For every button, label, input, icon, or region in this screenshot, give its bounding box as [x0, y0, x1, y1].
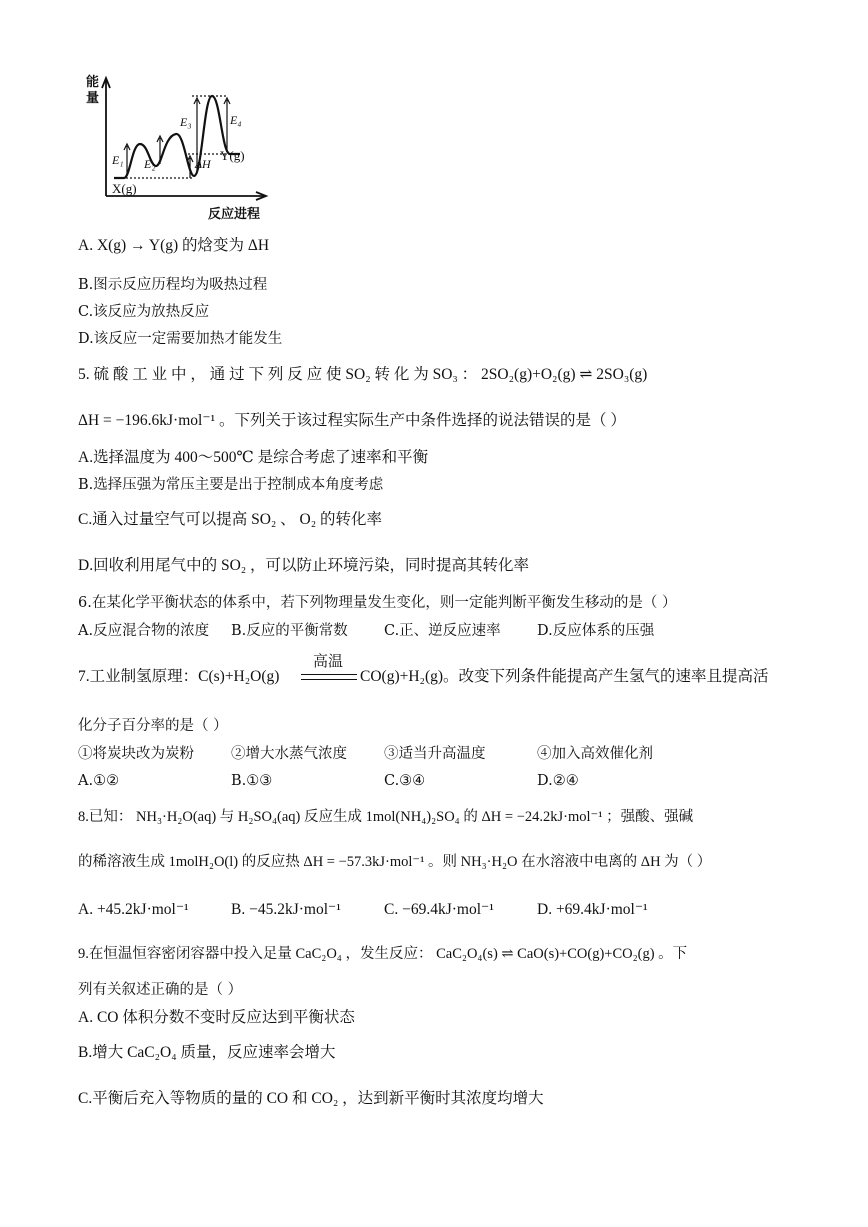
- q9-option-b: B.增大 CaC₂O₄ 质量，反应速率会增大: [78, 1044, 336, 1061]
- q9-option-c: C.平衡后充入等物质的量的 CO 和 CO₂ ，达到新平衡时其浓度均增大: [78, 1090, 544, 1107]
- q4-option-c: C.该反应为放热反应: [78, 304, 210, 320]
- q8-stem-line2: 的稀溶液生成 1molH₂O(l) 的反应热 ΔH = −57.3kJ·mol⁻¹ 。则 NH₃·H₂O 在水溶液中电离的 ΔH 为（ ）: [78, 854, 712, 870]
- q6-option-d: D.反应体系的压强: [537, 623, 655, 639]
- q8-option-d: D. +69.4kJ·mol⁻¹: [537, 901, 648, 918]
- q7-item-3: ③适当升高温度: [384, 746, 486, 762]
- q7-item-4: ④加入高效催化剂: [537, 746, 653, 762]
- q5-stem-line2: ΔH = −196.6kJ·mol⁻¹ 。下列关于该过程实际生产中条件选择的说法错误的是（ ）: [78, 412, 626, 429]
- q6-stem: 6.在某化学平衡状态的体系中，若下列物理量发生变化，则一定能判断平衡发生移动的是（ ）: [78, 595, 677, 611]
- q7-stem-line2: 化分子百分率的是（ ）: [78, 718, 228, 734]
- q5-option-b: B.选择压强为常压主要是出于控制成本角度考虑: [78, 477, 384, 493]
- q7-stem-part2: CO(g)+H₂(g)。改变下列条件能提高产生氢气的速率且提高活: [360, 668, 769, 685]
- q5-option-c: C.通入过量空气可以提高 SO₂ 、 O₂ 的转化率: [78, 511, 383, 528]
- q7-option-b: B.①③: [231, 773, 273, 789]
- e4-label: E₄: [230, 113, 242, 127]
- energy-curve: [114, 96, 240, 178]
- q4-option-d: D.该反应一定需要加热才能发生: [78, 331, 283, 347]
- q7-item-1: ①将炭块改为炭粉: [78, 746, 194, 762]
- q9-stem-line1: 9.在恒温恒容密闭容器中投入足量 CaC₂O₄ ，发生反应： CaC₂O₄(s) ⇌ CaO(s)+CO(g)+CO₂(g) 。下: [78, 946, 688, 962]
- q7-option-a: A.①②: [78, 773, 120, 789]
- q8-stem-line1: 8.已知： NH₃·H₂O(aq) 与 H₂SO₄(aq) 反应生成 1mol(NH₄)₂SO₄ 的 ΔH = −24.2kJ·mol⁻¹ ；强酸、强碱: [78, 809, 694, 825]
- q4-option-a: A. X(g) → Y(g) 的焓变为 ΔH: [78, 237, 270, 254]
- x-axis-label: 反应进程: [208, 207, 261, 222]
- q8-option-b: B. −45.2kJ·mol⁻¹: [231, 901, 341, 918]
- q6-option-c: C.正、逆反应速率: [384, 623, 501, 639]
- xg-label: X(g): [112, 181, 137, 196]
- q4-option-b: B.图示反应历程均为吸热过程: [78, 277, 268, 293]
- q7-condition: 高温: [313, 652, 344, 670]
- q7-option-d: D.②④: [537, 773, 579, 789]
- q7-stem-part1: 7.工业制氢原理：C(s)+H₂O(g): [78, 668, 280, 685]
- e1-label: E₁: [112, 153, 124, 167]
- q5-option-d: D.回收利用尾气中的 SO₂ ，可以防止环境污染，同时提高其转化率: [78, 557, 530, 574]
- yg-label: Y(g): [220, 148, 245, 163]
- q7-equals-sign: [301, 674, 357, 680]
- q9-stem-line2: 列有关叙述正确的是（ ）: [78, 982, 243, 998]
- dh-label: ΔH: [195, 157, 211, 171]
- q5-option-a: A.选择温度为 400～500℃ 是综合考虑了速率和平衡: [78, 449, 429, 466]
- q6-option-a: A.反应混合物的浓度: [78, 623, 210, 639]
- e3-label: E₃: [180, 115, 192, 129]
- q8-option-c: C. −69.4kJ·mol⁻¹: [384, 901, 494, 918]
- y-axis-label-2: 量: [86, 91, 100, 106]
- e2-arrow: [157, 136, 163, 164]
- q7-item-2: ②增大水蒸气浓度: [231, 746, 347, 762]
- energy-diagram: [84, 68, 274, 224]
- q7-option-c: C.③④: [384, 773, 426, 789]
- e2-label: E₂: [144, 157, 156, 171]
- q6-option-b: B.反应的平衡常数: [231, 623, 348, 639]
- y-axis-label-1: 能: [86, 75, 100, 90]
- q8-option-a: A. +45.2kJ·mol⁻¹: [78, 901, 189, 918]
- q9-option-a: A. CO 体积分数不变时反应达到平衡状态: [78, 1009, 355, 1026]
- q5-stem-line1: 5. 硫 酸 工 业 中 ， 通 过 下 列 反 应 使 SO₂ 转 化 为 SO₃ ： 2SO₂(g)+O₂(g) ⇌ 2SO₃(g): [78, 366, 648, 383]
